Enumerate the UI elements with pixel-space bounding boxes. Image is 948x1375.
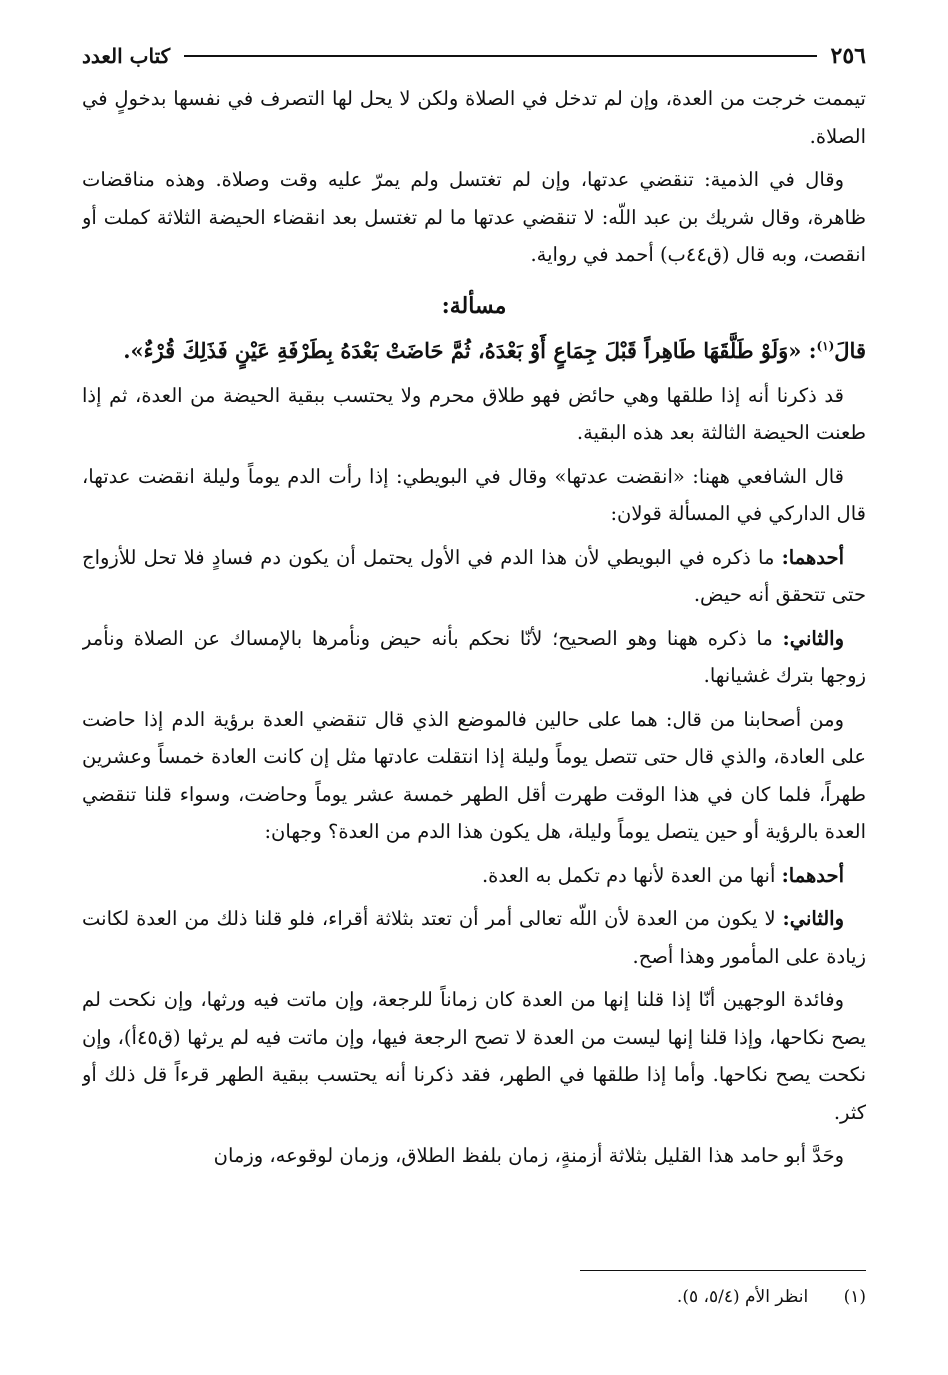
paragraph-9-lead: والثاني: [782, 907, 844, 930]
footnote-rule [580, 1270, 866, 1271]
header-rule [184, 55, 816, 57]
paragraph-8-text: أنها من العدة لأنها دم تكمل به العدة. [481, 863, 782, 887]
quoted-ruling-prefix: قالَ [834, 337, 866, 363]
footnote [82, 1282, 866, 1312]
paragraph-9 [82, 900, 866, 975]
paragraph-8 [82, 857, 866, 895]
paragraph-1: تيممت خرجت من العدة، وإن لم تدخل في الصلاة ولكن لا يحل لها التصرف في نفسها بدخولٍ في الصلاة. [82, 87, 866, 148]
paragraph-9-text: لا يكون من العدة لأن اللّه تعالى أمر أن تعتد بثلاثة أقراء، فلو قلنا ذلك من العدة لكانت زيادة على المأمور وهذا أصح. [82, 907, 866, 968]
paragraph-3: قد ذكرنا أنه إذا طلقها وهي حائض فهو طلاق محرم ولا يحتسب ببقية الحيضة من العدة، ثم إذا طعنت الحيضة الثالثة بعد هذه البقية. [82, 383, 866, 444]
paragraph-5 [82, 539, 866, 614]
quoted-ruling-text: : «وَلَوْ طَلَّقَهَا طَاهِراً قَبْلَ جِمَاعٍ أَوْ بَعْدَهُ، ثُمَّ حَاضَتْ بَعْدَهُ بِطَرْفَةِ عَيْنٍ فَذَلِكَ قُرْءٌ». [123, 337, 817, 363]
paragraph-11: وحَدَّ أبو حامد هذا القليل بثلاثة أزمنةٍ، زمان بلفظ الطلاق، وزمان لوقوعه، وزمان [213, 1144, 844, 1167]
paragraph-6-lead: والثاني: [782, 626, 844, 650]
page-body [82, 80, 866, 1255]
paragraph-5-lead: أحدهما: [781, 545, 844, 569]
footnote-text: انظر الأم (٥/٤، ٥). [676, 1287, 809, 1307]
footnote-marker[interactable]: (١) [816, 338, 835, 353]
quoted-ruling [82, 326, 866, 371]
paragraph-5-text: ما ذكره في البويطي لأن هذا الدم في الأول يحتمل أن يكون دم فسادٍ فلا تحل للأزواج حتى تتحقق أنه حيض. [82, 545, 866, 606]
paragraph-6 [82, 620, 866, 695]
paragraph-8-lead: أحدهما: [781, 863, 844, 887]
page-number: ٢٥٦ [830, 43, 866, 69]
paragraph-2: وقال في الذمية: تنقضي عدتها، وإن لم تغتسل ولم يمرّ عليه وقت وصلاة. وهذه مناقضات ظاهرة، وقال شريك بن عبد اللّه: لا تنقضي عدتها ما لم تغتسل بعد انقضاء الحيضة الثلاثة كملت أو انقصت، وبه قال (ق٤٤ب) أحمد في رواية. [82, 168, 866, 266]
paragraph-7: ومن أصحابنا من قال: هما على حالين فالموضع الذي قال تنقضي العدة برؤية الدم إذا حاضت على العادة، والذي قال حتى تتصل يوماً وليلة إذا انتقلت عادتها مثل إن كانت العادة خمساً وعشرين طهراً، فلما كان في هذا الوقت طهرت أقل الطهر خمسة عشر يوماً وحاضت، وسواء قلنا تنقضي العدة بالرؤية أو حين يتصل يوماً وليلة، هل يكون هذا الدم من العدة؟ وجهان: [82, 707, 866, 843]
masala-heading: مسألة: [441, 292, 507, 319]
page-header [82, 38, 866, 74]
paragraph-10: وفائدة الوجهين أنّا إذا قلنا إنها من العدة كان زماناً للرجعة، وإن ماتت فيه ورثها، وإن نكحت لم يصح نكاحها، وإذا قلنا إنها ليست من العدة لا تصح الرجعة فيها، وإن ماتت فيه لم يرثها (ق٤٥أ)، وإن نكحت يصح نكاحها. وأما إذا طلقها في الطهر، فقد ذكرنا أنه يحتسب ببقية الطهر قرءاً قل ذلك أو كثر. [82, 988, 866, 1124]
book-title: كتاب العدد [82, 44, 171, 68]
paragraph-6-text: ما ذكره ههنا وهو الصحيح؛ لأنّا نحكم بأنه حيض ونأمرها بالإمساك عن الصلاة ونأمر زوجها بترك غشيانها. [82, 626, 866, 687]
paragraph-4: قال الشافعي ههنا: «انقضت عدتها» وقال في البويطي: إذا رأت الدم يوماً وليلة انقضت عدتها، قال الداركي في المسألة قولان: [82, 464, 866, 525]
footnote-number: (١) [843, 1287, 866, 1307]
